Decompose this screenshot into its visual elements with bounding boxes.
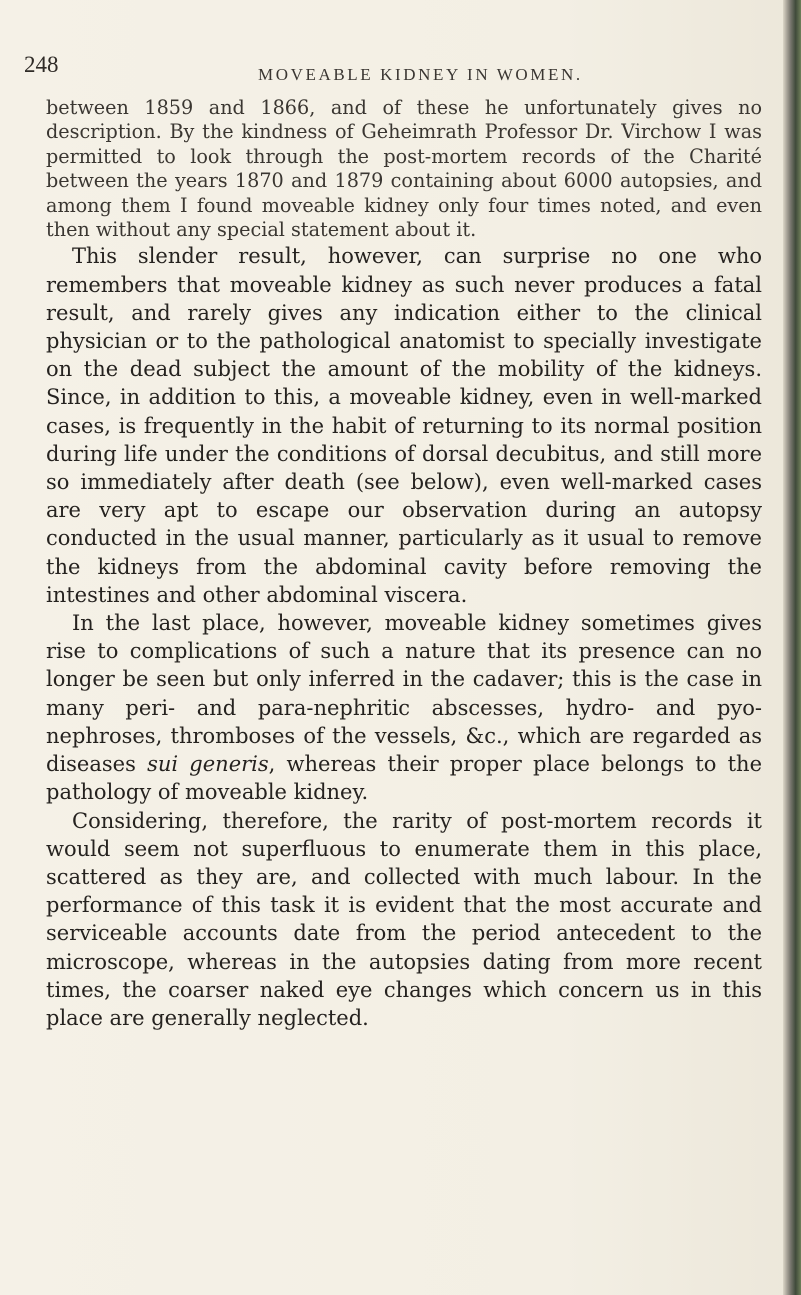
page-header — [0, 52, 790, 92]
page-edge-shadow — [783, 0, 801, 1295]
paragraph-complications-text-after: , whereas their proper place belongs to the pathology of moveable kidney. — [46, 752, 762, 805]
running-head: MOVEABLE KIDNEY IN WOMEN. — [258, 65, 583, 84]
paragraph-slender-result: This slender result, however, can surprise no one who remembers that moveable kidney as such never produces a fatal result, and rarely gives any indication either to the clinical physician or to the pathological anatomist to specially investigate on the dead subject the amount of the mobility of the kidneys. Since, in addition to this, a moveable kidney, even in well-marked cases, is frequently in the habit of returning to its normal position during life under the conditions of dorsal decubitus, and still more so immediately after death (see below), even well-marked cases are very apt to escape our observation during an autopsy conducted in the usual manner, particularly as it usual to remove the kidneys from the abdominal cavity before removing the intestines and other abdominal viscera. — [46, 244, 762, 607]
paragraph-continuation: between 1859 and 1866, and of these he unfortunately gives no description. By the kindness of Geheimrath Professor Dr. Virchow I was permitted to look through the post-mortem records of the Charité between the years 1870 and 1879 containing about 6000 autopsies, and among them I found moveable kidney only four times noted, and even then without any special statement about it. — [46, 96, 762, 242]
page-number: 248 — [24, 52, 59, 77]
paragraph-post-mortem-records: Considering, therefore, the rarity of post-mortem records it would seem not superfluous to enumerate them in this place, scattered as they are, and collected with much labour. In the performance of this task it is evident that the most accurate and serviceable accounts date from the period antecedent to the microscope, whereas in the autopsies dating from more recent times, the coarser naked eye changes which concern us in this place are generally neglected. — [46, 808, 762, 1030]
paragraph-complications — [46, 609, 762, 806]
paragraph-complications-text-before: In the last place, however, moveable kidney sometimes gives rise to complications of such a nature that its presence can no longer be seen but only inferred in the cadaver; this is the case in many peri- and para-nephritic abscesses, hydro- and pyo-nephroses, thromboses of the vessels, &c., which are regarded as diseases — [46, 611, 762, 777]
body-text — [46, 96, 762, 1032]
italic-phrase: sui generis — [147, 752, 269, 777]
